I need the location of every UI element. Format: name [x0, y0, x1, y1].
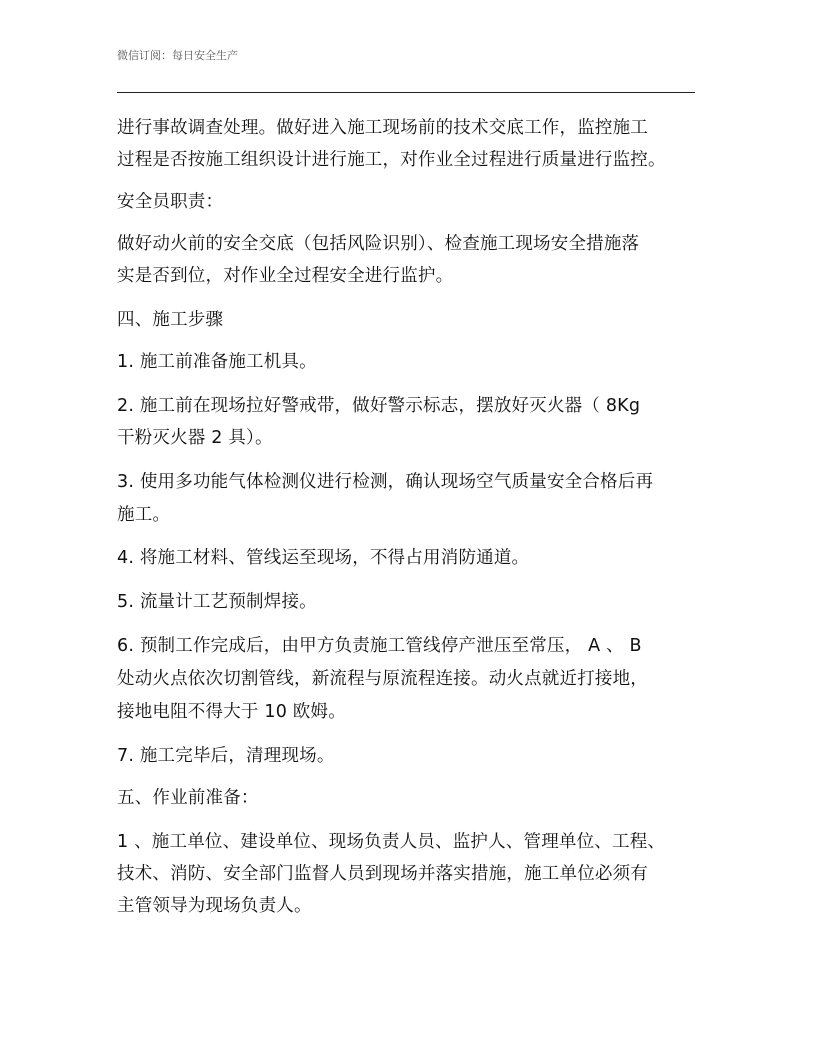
list-item-continued: 施工。: [117, 505, 171, 525]
list-item: 1. 施工前准备施工机具。: [117, 352, 317, 372]
list-item: 4. 将施工材料、管线运至现场，不得占用消防通道。: [117, 548, 530, 568]
list-item-continued: 处动火点依次切割管线，新流程与原流程连接。动火点就近打接地，: [117, 669, 648, 689]
list-item: 5. 流量计工艺预制焊接。: [117, 592, 317, 612]
body-line: 过程是否按施工组织设计进行施工，对作业全过程进行质量进行监控。: [117, 150, 666, 170]
list-item-continued: 技术、消防、安全部门监督人员到现场并落实措施，施工单位必须有: [117, 864, 648, 884]
header-rule: [117, 92, 695, 93]
page-header: 微信订阅：每日安全生产: [117, 49, 238, 62]
list-item: 6. 预制工作完成后，由甲方负责施工管线停产泄压至常压， A 、 B: [117, 636, 642, 656]
list-item: 7. 施工完毕后，清理现场。: [117, 746, 335, 766]
section-label: 安全员职责：: [117, 192, 224, 212]
body-line: 进行事故调查处理。做好进入施工现场前的技术交底工作，监控施工: [117, 118, 648, 138]
list-item: 1 、施工单位、建设单位、现场负责人员、监护人、管理单位、工程、: [117, 832, 666, 852]
list-item-continued: 主管领导为现场负责人。: [117, 896, 312, 916]
section-heading: 五、作业前准备：: [117, 788, 259, 808]
list-item: 2. 施工前在现场拉好警戒带，做好警示标志，摆放好灭火器（ 8Kg: [117, 396, 641, 416]
list-item: 3. 使用多功能气体检测仪进行检测，确认现场空气质量安全合格后再: [117, 472, 654, 492]
list-item-continued: 接地电阻不得大于 10 欧姆。: [117, 702, 346, 722]
section-heading: 四、施工步骤: [117, 310, 224, 330]
body-line: 实是否到位，对作业全过程安全进行监护。: [117, 266, 454, 286]
body-line: 做好动火前的安全交底（包括风险识别）、检查施工现场安全措施落: [117, 234, 640, 254]
list-item-continued: 干粉灭火器 2 具）。: [117, 428, 273, 448]
